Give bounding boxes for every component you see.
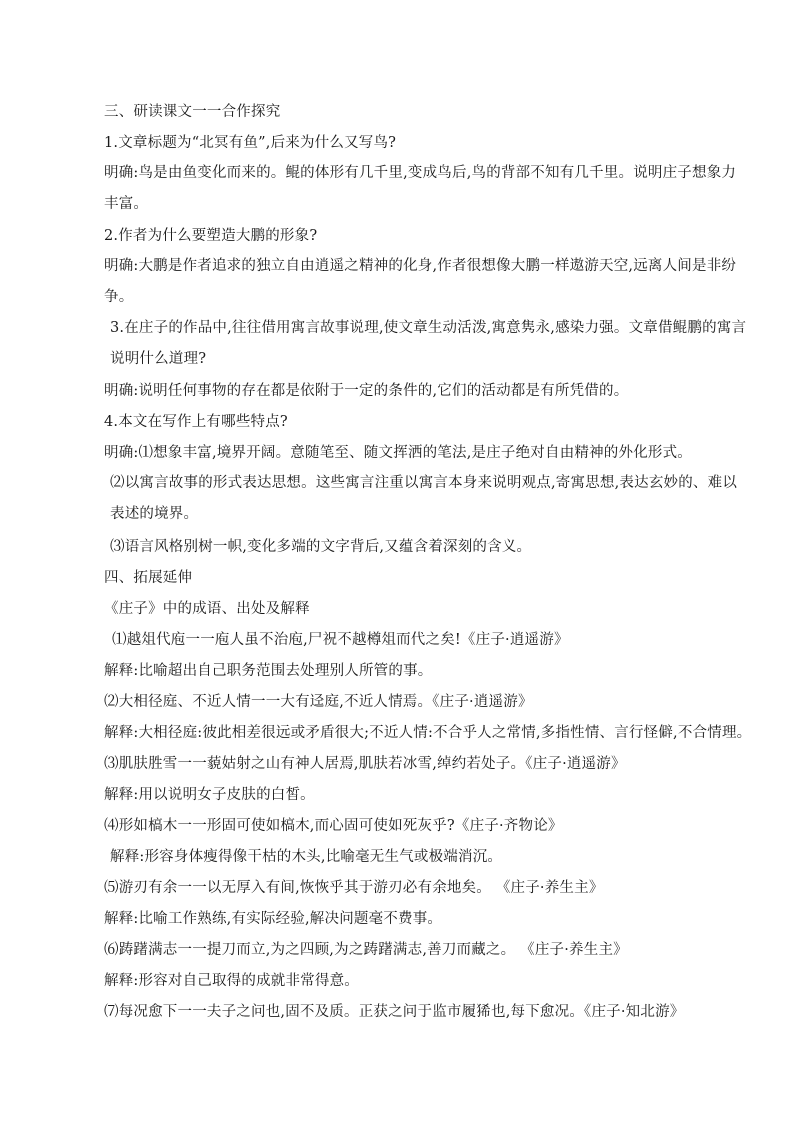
answer-1: 明确:鸟是由鱼变化而来的。鲲的体形有几千里,变成鸟后,鸟的背部不知有几千里。说明庄子想象力丰富。 <box>104 165 737 212</box>
idiom-1: ⑴越俎代庖一一庖人虽不治庖,尸祝不越樽俎而代之矣!《庄子·逍遥游》 <box>112 632 569 648</box>
idiom-6-explanation: 解释:形容对自己取得的成就非常得意。 <box>104 973 359 989</box>
answer-3: 明确:说明任何事物的存在都是依附于一定的条件的,它们的活动都是有所凭借的。 <box>104 383 629 399</box>
idiom-5-explanation: 解释:比喻工作熟练,有实际经验,解决问题毫不费事。 <box>104 911 443 927</box>
question-1: 1.文章标题为“北冥有鱼”,后来为什么又写鸟? <box>104 135 397 151</box>
idiom-2-explanation: 解释:大相径庭:彼此相差很远或矛盾很大;不近人情:不合乎人之常情,多指性情、言行怪僻,不合情理。 <box>104 725 752 741</box>
idiom-3: ⑶肌肤胜雪一一藐姑射之山有神人居焉,肌肤若冰雪,绰约若处子。《庄子·逍遥游》 <box>104 756 626 772</box>
section-heading-4: 四、拓展延伸 <box>104 570 193 586</box>
answer-4-point-1: 明确:⑴想象丰富,境界开阔。意随笔至、随文挥洒的笔法,是庄子绝对自由精神的外化形式。 <box>104 445 692 461</box>
question-2: 2.作者为什么要塑造大鹏的形象? <box>104 228 318 244</box>
answer-2: 明确:大鹏是作者追求的独立自由逍遥之精神的化身,作者很想像大鹏一样遨游天空,远离人间是非纷争。 <box>104 258 737 305</box>
idiom-3-explanation: 解释:用以说明女子皮肤的白皙。 <box>104 787 315 803</box>
section-heading-3: 三、研读课文一一合作探究 <box>104 104 281 120</box>
idiom-1-explanation: 解释:比喻超出自己职务范围去处理别人所管的事。 <box>104 663 433 679</box>
idiom-6: ⑹踌躇满志一一提刀而立,为之四顾,为之踌躇满志,善刀而藏之。 《庄子·养生主》 <box>104 942 628 958</box>
idiom-5: ⑸游刃有余一一以无厚入有间,恢恢乎其于游刃必有余地矣。 《庄子·养生主》 <box>104 880 604 896</box>
question-4: 4.本文在写作上有哪些特点? <box>104 414 288 430</box>
idiom-4: ⑷形如槁木一一形固可使如槁木,而心固可使如死灰乎?《庄子·齐物论》 <box>104 818 563 834</box>
answer-4-point-3: ⑶语言风格别树一帜,变化多端的文字背后,又蕴含着深刻的含义。 <box>110 539 532 555</box>
question-3: 3.在庄子的作品中,往往借用寓言故事说理,使文章生动活泼,寓意隽永,感染力强。文章借鲲鹏的寓言说明什么道理? <box>110 320 747 367</box>
idioms-intro: 《庄子》中的成语、出处及解释 <box>104 601 310 617</box>
idiom-7: ⑺每况愈下一一夫子之问也,固不及质。正获之问于监市履狶也,每下愈况。《庄子·知北游》 <box>104 1004 685 1020</box>
idiom-4-explanation: 解释:形容身体瘦得像干枯的木头,比喻毫无生气或极端消沉。 <box>110 849 503 865</box>
answer-4-point-2: ⑵以寓言故事的形式表达思想。这些寓言注重以寓言本身来说明观点,寄寓思想,表达玄妙的、难以表述的境界。 <box>110 475 738 522</box>
idiom-2: ⑵大相径庭、不近人情一一大有迳庭,不近人情焉。《庄子·逍遥游》 <box>104 694 533 710</box>
